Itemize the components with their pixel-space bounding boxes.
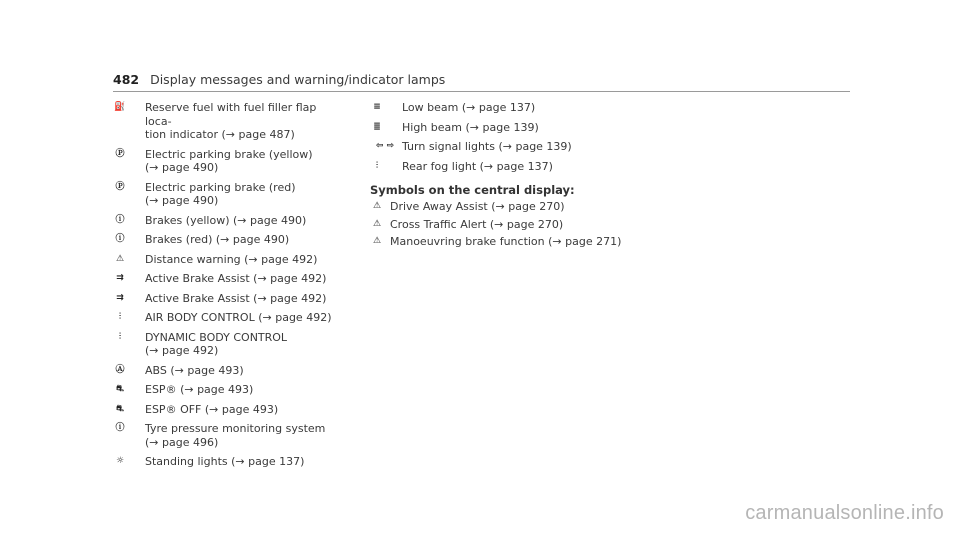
- lamp-entry-tyre-pressure: [113, 422, 333, 449]
- brake-assist-off-icon: ⇉: [116, 292, 124, 303]
- entry-text: Cross Traffic Alert (→ page 270): [390, 217, 564, 231]
- left-column: [113, 101, 333, 475]
- lamp-entry-esp: [113, 383, 333, 397]
- entry-text: Manoeuvring brake function (→ page 271): [390, 235, 622, 248]
- entry-text: Drive Away Assist (→ page 270): [390, 200, 565, 213]
- entry-text: Electric parking brake (red) (→ page 490): [145, 180, 296, 207]
- entry-text: Active Brake Assist (→ page 492): [145, 272, 327, 285]
- esp-icon: ⛐: [116, 384, 124, 394]
- entry-text: High beam (→ page 139): [402, 120, 539, 134]
- lamp-entry-esp-off: [113, 403, 333, 417]
- brake-warning-icon: ⓘ: [115, 214, 125, 225]
- low-beam-icon: ≡: [373, 102, 381, 112]
- entry-text: Brakes (red) (→ page 490): [145, 233, 290, 246]
- page-title: Display messages and warning/indicator lamps: [150, 72, 446, 87]
- cross-traffic-alert-icon: ⚠: [372, 218, 382, 229]
- lamp-entry-brakes-yellow: [113, 214, 333, 228]
- lamp-entry-fuel: [113, 101, 333, 142]
- page-number: 482: [113, 72, 140, 87]
- lamp-entry-air-body-control: [113, 311, 333, 325]
- parking-brake-icon: Ⓟ: [115, 148, 125, 159]
- manoeuvring-brake-icon: ⚠: [372, 236, 382, 246]
- entry-text: Tyre pressure monitoring system (→ page 496): [145, 422, 326, 449]
- entry-text: Electric parking brake (yellow) (→ page 490): [145, 147, 313, 174]
- brake-warning-icon: ⓘ: [115, 234, 125, 244]
- lamp-entry-parking-brake-yellow: [113, 148, 333, 175]
- entry-text: Reserve fuel with fuel filler flap loca- tion indicator (→ page 487): [145, 101, 317, 141]
- lamp-entry-brakes-red: [113, 233, 333, 247]
- right-column: [370, 101, 670, 253]
- entry-text: Brakes (yellow) (→ page 490): [145, 213, 307, 227]
- entry-text: ABS (→ page 493): [145, 363, 244, 377]
- symbol-entry-drive-away-assist: [370, 200, 670, 214]
- lamp-entry-distance-warning: [113, 253, 333, 267]
- lamp-entry-brake-assist-off: [113, 292, 333, 306]
- lamp-entry-high-beam: [370, 121, 670, 135]
- fuel-icon: ⛽: [114, 102, 126, 112]
- parking-brake-icon: Ⓟ: [115, 181, 125, 192]
- entry-text: ESP® OFF (→ page 493): [145, 402, 279, 416]
- symbol-entry-cross-traffic-alert: [370, 218, 670, 232]
- entry-text: Low beam (→ page 137): [402, 101, 536, 114]
- rear-fog-light-icon: ⫶: [375, 160, 379, 171]
- distance-warning-icon: ⚠: [115, 253, 125, 264]
- drive-away-assist-icon: ⚠: [372, 201, 382, 211]
- entry-text: Active Brake Assist (→ page 492): [145, 291, 327, 305]
- standing-lights-icon: ☼: [115, 456, 125, 466]
- lamp-entry-turn-signals: [370, 140, 670, 154]
- brake-assist-icon: ⇉: [116, 273, 124, 283]
- lamp-entry-brake-assist: [113, 272, 333, 286]
- entry-text: Turn signal lights (→ page 139): [402, 140, 572, 153]
- entry-text: AIR BODY CONTROL (→ page 492): [145, 311, 332, 324]
- turn-signal-icon: ⇦ ⇨: [375, 141, 395, 151]
- header-divider: [113, 91, 850, 92]
- lamp-entry-dynamic-body-control: [113, 331, 333, 358]
- entry-text: ESP® (→ page 493): [145, 383, 254, 396]
- entry-text: Rear fog light (→ page 137): [402, 159, 553, 173]
- central-display-list: [370, 200, 670, 249]
- high-beam-icon: ≣: [373, 121, 381, 132]
- suspension-icon: ⫶: [118, 312, 122, 322]
- lamp-entry-parking-brake-red: [113, 181, 333, 208]
- entry-text: DYNAMIC BODY CONTROL (→ page 492): [145, 330, 288, 357]
- lamp-entry-low-beam: [370, 101, 670, 115]
- central-display-subheading: Symbols on the central display:: [370, 183, 575, 197]
- symbol-entry-manoeuvring-brake: [370, 235, 670, 249]
- entry-text: Standing lights (→ page 137): [145, 455, 305, 468]
- watermark: carmanualsonline.info: [745, 502, 944, 524]
- page-header: [113, 72, 445, 87]
- lamp-entry-standing-lights: [113, 455, 333, 469]
- lamp-entry-abs: [113, 364, 333, 378]
- tyre-pressure-icon: ⓘ: [115, 423, 125, 433]
- abs-icon: Ⓐ: [115, 364, 125, 375]
- lamp-entry-rear-fog-light: [370, 160, 670, 174]
- esp-off-icon: ⛐: [116, 403, 124, 414]
- entry-text: Distance warning (→ page 492): [145, 252, 318, 266]
- suspension-icon: ⫶: [118, 331, 122, 342]
